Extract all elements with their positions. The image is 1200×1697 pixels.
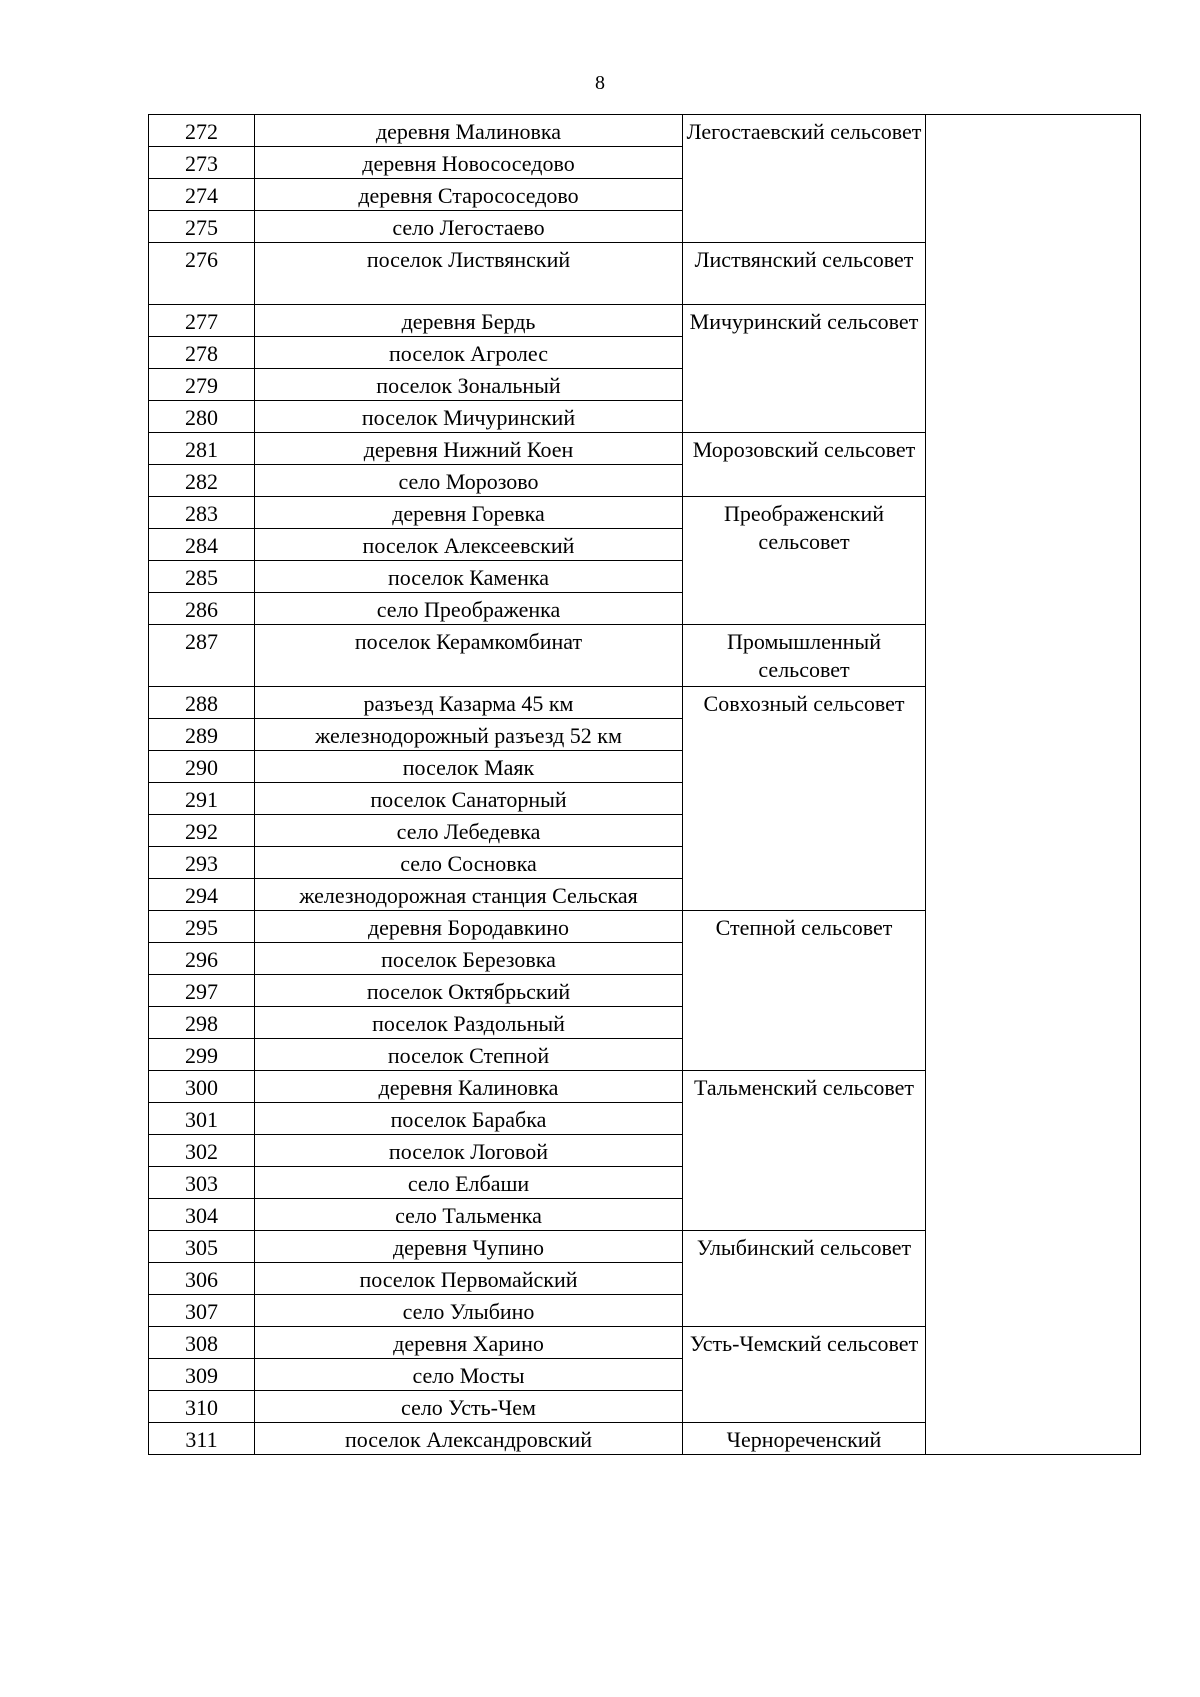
row-number: 297 bbox=[149, 975, 255, 1007]
settlement-name: поселок Санаторный bbox=[255, 783, 683, 815]
settlement-name: деревня Калиновка bbox=[255, 1071, 683, 1103]
settlement-name: деревня Горевка bbox=[255, 497, 683, 529]
row-number: 289 bbox=[149, 719, 255, 751]
settlement-name: поселок Березовка bbox=[255, 943, 683, 975]
council-name: Улыбинский сельсовет bbox=[683, 1231, 926, 1327]
settlements-table-body bbox=[149, 115, 1141, 1455]
settlement-name: поселок Каменка bbox=[255, 561, 683, 593]
row-number: 309 bbox=[149, 1359, 255, 1391]
row-number: 278 bbox=[149, 337, 255, 369]
settlement-name: село Улыбино bbox=[255, 1295, 683, 1327]
settlement-name: разъезд Казарма 45 км bbox=[255, 687, 683, 719]
row-number: 273 bbox=[149, 147, 255, 179]
row-number: 302 bbox=[149, 1135, 255, 1167]
row-number: 277 bbox=[149, 305, 255, 337]
row-number: 282 bbox=[149, 465, 255, 497]
settlement-name: деревня Харино bbox=[255, 1327, 683, 1359]
settlement-name: поселок Листвянский bbox=[255, 243, 683, 305]
empty-notes-column bbox=[926, 115, 1141, 1455]
settlement-name: поселок Алексеевский bbox=[255, 529, 683, 561]
settlement-name: село Тальменка bbox=[255, 1199, 683, 1231]
row-number: 280 bbox=[149, 401, 255, 433]
row-number: 272 bbox=[149, 115, 255, 147]
row-number: 281 bbox=[149, 433, 255, 465]
row-number: 287 bbox=[149, 625, 255, 687]
row-number: 279 bbox=[149, 369, 255, 401]
settlement-name: поселок Мичуринский bbox=[255, 401, 683, 433]
council-name: Усть-Чемский сельсовет bbox=[683, 1327, 926, 1423]
council-name: Промышленный сельсовет bbox=[683, 625, 926, 687]
row-number: 295 bbox=[149, 911, 255, 943]
settlement-name: село Морозово bbox=[255, 465, 683, 497]
row-number: 307 bbox=[149, 1295, 255, 1327]
row-number: 301 bbox=[149, 1103, 255, 1135]
row-number: 276 bbox=[149, 243, 255, 305]
council-name: Совхозный сельсовет bbox=[683, 687, 926, 911]
row-number: 275 bbox=[149, 211, 255, 243]
settlement-name: деревня Бердь bbox=[255, 305, 683, 337]
settlement-name: железнодорожный разъезд 52 км bbox=[255, 719, 683, 751]
row-number: 294 bbox=[149, 879, 255, 911]
council-name: Морозовский сельсовет bbox=[683, 433, 926, 497]
settlement-name: железнодорожная станция Сельская bbox=[255, 879, 683, 911]
settlement-name: село Мосты bbox=[255, 1359, 683, 1391]
settlement-name: поселок Зональный bbox=[255, 369, 683, 401]
row-number: 299 bbox=[149, 1039, 255, 1071]
row-number: 290 bbox=[149, 751, 255, 783]
row-number: 284 bbox=[149, 529, 255, 561]
settlement-name: поселок Александровский bbox=[255, 1423, 683, 1455]
settlement-name: поселок Октябрьский bbox=[255, 975, 683, 1007]
settlement-name: поселок Логовой bbox=[255, 1135, 683, 1167]
settlement-name: село Усть-Чем bbox=[255, 1391, 683, 1423]
settlement-name: поселок Раздольный bbox=[255, 1007, 683, 1039]
row-number: 288 bbox=[149, 687, 255, 719]
council-name: Листвянский сельсовет bbox=[683, 243, 926, 305]
settlement-name: поселок Агролес bbox=[255, 337, 683, 369]
council-name: Чернореченский bbox=[683, 1423, 926, 1455]
settlement-name: деревня Чупино bbox=[255, 1231, 683, 1263]
council-name: Легостаевский сельсовет bbox=[683, 115, 926, 243]
row-number: 300 bbox=[149, 1071, 255, 1103]
page-number: 8 bbox=[595, 72, 605, 94]
row-number: 303 bbox=[149, 1167, 255, 1199]
settlement-name: село Елбаши bbox=[255, 1167, 683, 1199]
council-name: Преображенский сельсовет bbox=[683, 497, 926, 625]
settlement-name: деревня Малиновка bbox=[255, 115, 683, 147]
settlement-name: село Преображенка bbox=[255, 593, 683, 625]
row-number: 306 bbox=[149, 1263, 255, 1295]
settlement-name: село Лебедевка bbox=[255, 815, 683, 847]
settlement-name: поселок Барабка bbox=[255, 1103, 683, 1135]
table-row bbox=[149, 115, 1141, 147]
row-number: 311 bbox=[149, 1423, 255, 1455]
row-number: 305 bbox=[149, 1231, 255, 1263]
settlement-name: деревня Старососедово bbox=[255, 179, 683, 211]
row-number: 298 bbox=[149, 1007, 255, 1039]
settlement-name: поселок Степной bbox=[255, 1039, 683, 1071]
row-number: 292 bbox=[149, 815, 255, 847]
row-number: 308 bbox=[149, 1327, 255, 1359]
row-number: 285 bbox=[149, 561, 255, 593]
row-number: 293 bbox=[149, 847, 255, 879]
row-number: 286 bbox=[149, 593, 255, 625]
settlement-name: поселок Первомайский bbox=[255, 1263, 683, 1295]
settlement-name: деревня Новососедово bbox=[255, 147, 683, 179]
row-number: 304 bbox=[149, 1199, 255, 1231]
council-name: Мичуринский сельсовет bbox=[683, 305, 926, 433]
row-number: 310 bbox=[149, 1391, 255, 1423]
settlements-table bbox=[148, 114, 1141, 1455]
settlement-name: деревня Бородавкино bbox=[255, 911, 683, 943]
settlement-name: село Легостаево bbox=[255, 211, 683, 243]
settlement-name: поселок Маяк bbox=[255, 751, 683, 783]
settlement-name: поселок Керамкомбинат bbox=[255, 625, 683, 687]
row-number: 291 bbox=[149, 783, 255, 815]
row-number: 274 bbox=[149, 179, 255, 211]
settlement-name: село Сосновка bbox=[255, 847, 683, 879]
row-number: 283 bbox=[149, 497, 255, 529]
council-name: Тальменский сельсовет bbox=[683, 1071, 926, 1231]
council-name: Степной сельсовет bbox=[683, 911, 926, 1071]
settlement-name: деревня Нижний Коен bbox=[255, 433, 683, 465]
row-number: 296 bbox=[149, 943, 255, 975]
